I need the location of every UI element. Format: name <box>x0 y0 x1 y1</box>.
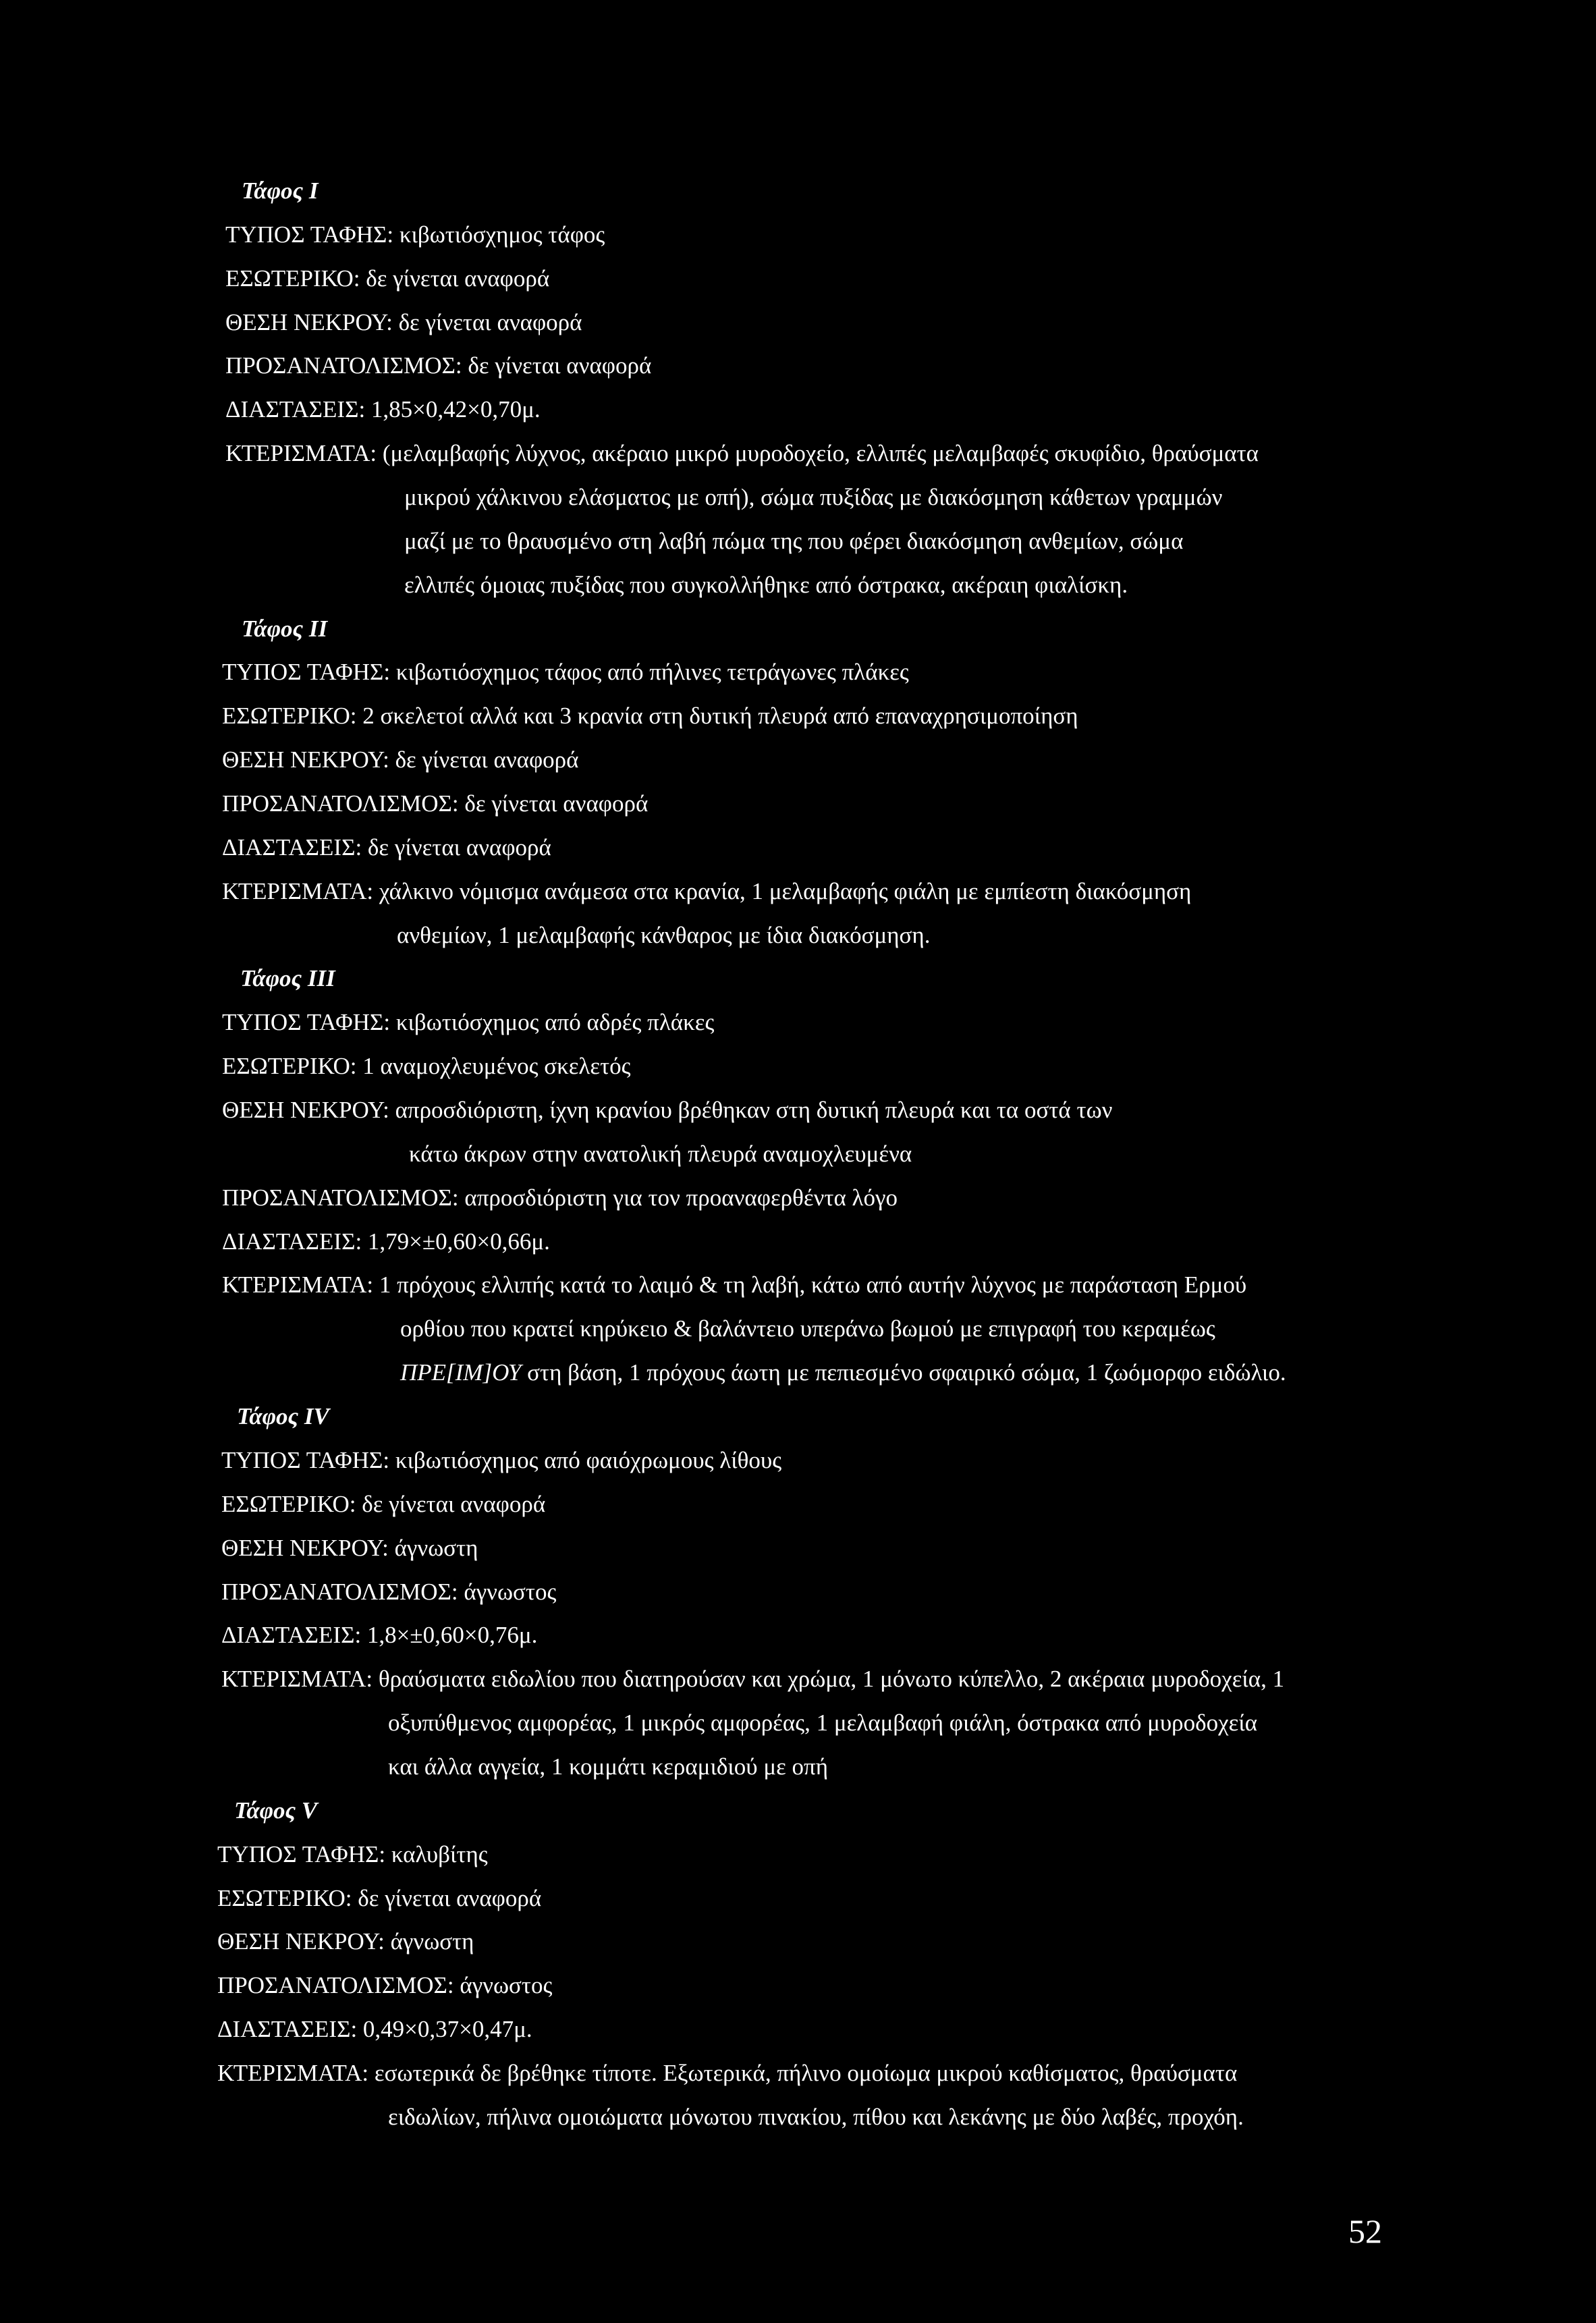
field-label: ΔΙΑΣΤΑΣΕΙΣ: <box>222 1228 362 1255</box>
field-value: άγνωστος <box>460 1972 553 1999</box>
field-label: ΔΙΑΣΤΑΣΕΙΣ: <box>225 396 366 423</box>
field-orientation <box>0 1570 1596 1614</box>
field-interior <box>0 1483 1596 1527</box>
field-label: ΚΤΕΡΙΣΜΑΤΑ: <box>225 440 377 467</box>
field-value: 1,85×0,42×0,70μ. <box>370 396 541 423</box>
field-value: 2 σκελετοί αλλά και 3 κρανία στη δυτική πλευρά από επαναχρησιμοποίηση <box>362 703 1078 730</box>
field-label: ΘΕΣΗ ΝΕΚΡΟΥ: <box>221 1534 389 1561</box>
field-label: ΠΡΟΣΑΝΑΤΟΛΙΣΜΟΣ: <box>225 352 462 379</box>
field-grave-goods-continuation: ειδωλίων, πήλινα ομοιώματα μόνωτου πινακίου, πίθου και λεκάνης με δύο λαβές, προχόη. <box>388 2103 1244 2130</box>
field-grave-goods-continuation: και άλλα αγγεία, 1 κομμάτι κεραμιδιού με οπή <box>388 1753 829 1780</box>
field-value: κιβωτιόσχημος τάφος από πήλινες τετράγωνες πλάκες <box>395 659 909 686</box>
field-label: ΚΤΕΡΙΣΜΑΤΑ: <box>221 1666 373 1693</box>
field-dimensions <box>0 1614 1596 1658</box>
tomb-section-2 <box>0 607 1596 958</box>
tomb-section-3 <box>0 957 1596 1395</box>
field-value: δε γίνεται αναφορά <box>468 352 652 379</box>
field-value: δε γίνεται αναφορά <box>366 265 550 292</box>
field-value: δε γίνεται αναφορά <box>358 1884 542 1911</box>
field-grave-goods-continuation: ανθεμίων, 1 μελαμβαφής κάνθαρος με ίδια διακόσμηση. <box>397 921 931 948</box>
field-burial-type <box>0 651 1596 694</box>
field-label: ΚΤΕΡΙΣΜΑΤΑ: <box>222 877 374 904</box>
tomb-heading: Τάφος V <box>234 1797 318 1824</box>
field-value: άγνωστη <box>394 1534 478 1561</box>
field-label: ΔΙΑΣΤΑΣΕΙΣ: <box>222 833 362 860</box>
field-interior <box>0 1877 1596 1921</box>
field-orientation <box>0 1176 1596 1220</box>
field-value: δε γίνεται αναφορά <box>362 1490 546 1517</box>
field-label: ΚΤΕΡΙΣΜΑΤΑ: <box>222 1272 374 1299</box>
field-label: ΕΣΩΤΕΡΙΚΟ: <box>222 1053 357 1080</box>
field-value: άγνωστος <box>464 1578 557 1605</box>
field-interior <box>0 694 1596 738</box>
tomb-heading: Τάφος III <box>240 965 335 992</box>
field-value: 1,79×±0,60×0,66μ. <box>367 1228 550 1255</box>
tomb-heading: Τάφος IV <box>237 1403 329 1430</box>
field-grave-goods <box>0 2052 1596 2096</box>
field-body-position <box>0 738 1596 782</box>
field-label: ΤΥΠΟΣ ΤΑΦΗΣ: <box>222 1009 391 1036</box>
field-label: ΕΣΩΤΕΡΙΚΟ: <box>225 265 360 292</box>
field-label: ΤΥΠΟΣ ΤΑΦΗΣ: <box>225 221 394 248</box>
field-label: ΕΣΩΤΕΡΙΚΟ: <box>222 703 357 730</box>
field-value: στη βάση, 1 πρόχους άωτη με πεπιεσμένο σφαιρικό σώμα, 1 ζωόμορφο ειδώλιο. <box>527 1359 1286 1386</box>
field-grave-goods-continuation <box>0 1351 1596 1395</box>
field-burial-type <box>0 213 1596 257</box>
field-interior <box>0 257 1596 301</box>
field-grave-goods-continuation: μαζί με το θραυσμένο στη λαβή πώμα της που φέρει διακόσμηση ανθεμίων, σώμα <box>404 527 1184 554</box>
field-burial-type <box>0 1439 1596 1483</box>
field-label: ΠΡΟΣΑΝΑΤΟΛΙΣΜΟΣ: <box>222 1184 459 1211</box>
field-value: δε γίνεται αναφορά <box>398 308 582 335</box>
field-orientation <box>0 344 1596 388</box>
tomb-section-4 <box>0 1395 1596 1789</box>
field-grave-goods <box>0 432 1596 476</box>
field-value: χάλκινο νόμισμα ανάμεσα στα κρανία, 1 μελαμβαφής φιάλη με εμπίεστη διακόσμηση <box>379 877 1192 904</box>
field-dimensions <box>0 2008 1596 2052</box>
field-grave-goods <box>0 870 1596 914</box>
inscription-text: ΠΡΕ[ΙΜ]ΟΥ <box>400 1359 522 1386</box>
field-label: ΘΕΣΗ ΝΕΚΡΟΥ: <box>217 1928 385 1955</box>
field-label: ΕΣΩΤΕΡΙΚΟ: <box>217 1884 352 1911</box>
field-value: (μελαμβαφής λύχνος, ακέραιο μικρό μυροδοχείο, ελλιπές μελαμβαφές σκυφίδιο, θραύσματα <box>382 440 1259 467</box>
field-dimensions <box>0 826 1596 870</box>
field-label: ΤΥΠΟΣ ΤΑΦΗΣ: <box>222 659 391 686</box>
field-dimensions <box>0 388 1596 432</box>
field-value: καλυβίτης <box>391 1840 488 1867</box>
page-number: 52 <box>1348 2212 1382 2250</box>
field-label: ΤΥΠΟΣ ΤΑΦΗΣ: <box>217 1840 386 1867</box>
field-value: 1 πρόχους ελλιπής κατά το λαιμό & τη λαβή, κάτω από αυτήν λύχνος με παράσταση Ερμού <box>379 1272 1247 1299</box>
field-label: ΘΕΣΗ ΝΕΚΡΟΥ: <box>222 746 389 773</box>
field-burial-type <box>0 1833 1596 1877</box>
field-value: κιβωτιόσχημος από αδρές πλάκες <box>395 1009 715 1036</box>
field-body-position <box>0 1089 1596 1132</box>
field-label: ΠΡΟΣΑΝΑΤΟΛΙΣΜΟΣ: <box>222 790 459 817</box>
field-value: εσωτερικά δε βρέθηκε τίποτε. Εξωτερικά, πήλινο ομοίωμα μικρού καθίσματος, θραύσματα <box>374 2059 1238 2086</box>
field-value: 1 αναμοχλευμένος σκελετός <box>362 1053 631 1080</box>
field-interior <box>0 1045 1596 1089</box>
field-label: ΠΡΟΣΑΝΑΤΟΛΙΣΜΟΣ: <box>221 1578 458 1605</box>
field-label: ΠΡΟΣΑΝΑΤΟΛΙΣΜΟΣ: <box>217 1972 454 1999</box>
field-value: κιβωτιόσχημος τάφος <box>399 221 605 248</box>
field-body-position <box>0 1920 1596 1964</box>
field-value: 1,8×±0,60×0,76μ. <box>366 1622 538 1649</box>
field-body-position <box>0 301 1596 345</box>
field-value: θραύσματα ειδωλίου που διατηρούσαν και χρώμα, 1 μόνωτο κύπελλο, 2 ακέραια μυροδοχεία, 1 <box>378 1666 1285 1693</box>
field-grave-goods-continuation: ορθίου που κρατεί κηρύκειο & βαλάντειο υπεράνω βωμού με επιγραφή του κεραμέως <box>400 1315 1215 1342</box>
field-label: ΘΕΣΗ ΝΕΚΡΟΥ: <box>225 308 393 335</box>
field-value: δε γίνεται αναφορά <box>395 746 579 773</box>
field-dimensions <box>0 1220 1596 1264</box>
field-orientation <box>0 782 1596 826</box>
field-grave-goods-continuation: μικρού χάλκινου ελάσματος με οπή), σώμα πυξίδας με διακόσμηση κάθετων γραμμών <box>404 484 1223 511</box>
field-grave-goods <box>0 1263 1596 1307</box>
tomb-section-5 <box>0 1789 1596 2139</box>
field-grave-goods <box>0 1658 1596 1701</box>
field-label: ΚΤΕΡΙΣΜΑΤΑ: <box>217 2059 369 2086</box>
field-label: ΔΙΑΣΤΑΣΕΙΣ: <box>221 1622 362 1649</box>
field-label: ΤΥΠΟΣ ΤΑΦΗΣ: <box>221 1446 390 1473</box>
tomb-heading: Τάφος II <box>242 615 328 642</box>
tomb-section-1 <box>0 169 1596 607</box>
field-value: απροσδιόριστη για τον προαναφερθέντα λόγο <box>464 1184 898 1211</box>
field-label: ΘΕΣΗ ΝΕΚΡΟΥ: <box>222 1097 389 1124</box>
field-label: ΕΣΩΤΕΡΙΚΟ: <box>221 1490 356 1517</box>
field-grave-goods-continuation: οξυπύθμενος αμφορέας, 1 μικρός αμφορέας, 1 μελαμβαφή φιάλη, όστρακα από μυροδοχεία <box>388 1710 1258 1737</box>
field-value: απροσδιόριστη, ίχνη κρανίου βρέθηκαν στη δυτική πλευρά και τα οστά των <box>395 1097 1113 1124</box>
field-grave-goods-continuation: ελλιπές όμοιας πυξίδας που συγκολλήθηκε από όστρακα, ακέραιη φιαλίσκη. <box>404 571 1128 598</box>
field-orientation <box>0 1964 1596 2008</box>
field-body-position-continuation: κάτω άκρων στην ανατολική πλευρά αναμοχλευμένα <box>409 1140 912 1167</box>
field-label: ΔΙΑΣΤΑΣΕΙΣ: <box>217 2016 358 2043</box>
field-value: δε γίνεται αναφορά <box>464 790 649 817</box>
field-value: κιβωτιόσχημος από φαιόχρωμους λίθους <box>395 1446 782 1473</box>
field-value: άγνωστη <box>390 1928 474 1955</box>
field-value: 0,49×0,37×0,47μ. <box>362 2016 532 2043</box>
tomb-heading: Τάφος I <box>242 177 319 204</box>
tomb-catalogue <box>0 169 1596 2139</box>
field-burial-type <box>0 1001 1596 1045</box>
field-body-position <box>0 1527 1596 1570</box>
field-value: δε γίνεται αναφορά <box>367 833 551 860</box>
